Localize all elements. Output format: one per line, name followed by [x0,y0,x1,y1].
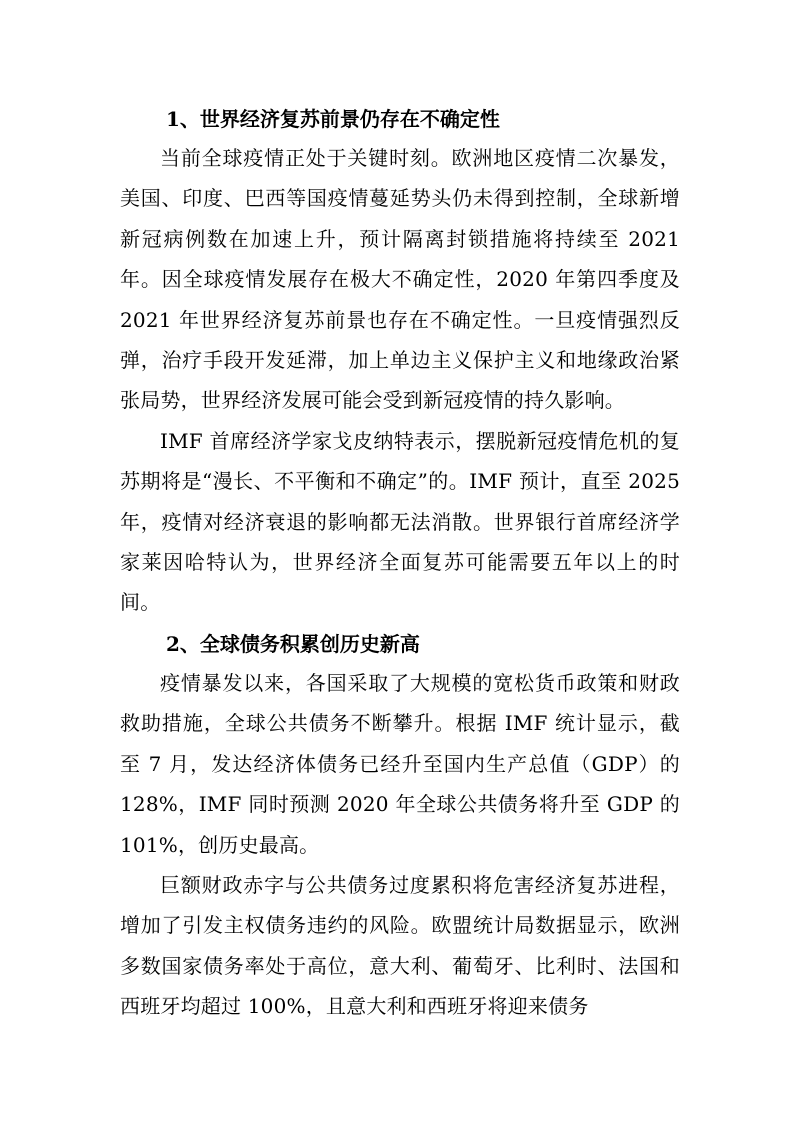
section-heading-2: 2、全球债务积累创历史新高 [166,631,420,656]
paragraph-3: 疫情暴发以来，各国采取了大规模的宽松货币政策和财政救助措施，全球公共债务不断攀升。根据 IMF 统计显示，截至 7 月，发达经济体债务已经升至国内生产总值（GDP）的 128%，IMF 同时预测 2020 年全球公共债务将升至 GDP 的 101%，创历史最高。 [120,670,680,857]
paragraph-4: 巨额财政赤字与公共债务过度累积将危害经济复苏进程，增加了引发主权债务违约的风险。欧盟统计局数据显示，欧洲多数国家债务率处于高位，意大利、葡萄牙、比利时、法国和西班牙均超过 100%，且意大利和西班牙将迎来债务 [120,872,680,1019]
paragraph-2: IMF 首席经济学家戈皮纳特表示，摆脱新冠疫情危机的复苏期将是“漫长、不平衡和不确定”的。IMF 预计，直至 2025 年，疫情对经济衰退的影响都无法消散。世界银行首席经济学家莱因哈特认为，世界经济全面复苏可能需要五年以上的时间。 [120,428,680,615]
section-heading-1: 1、世界经济复苏前景仍存在不确定性 [166,107,500,131]
document-page [120,100,680,1027]
paragraph-1: 当前全球疫情正处于关键时刻。欧洲地区疫情二次暴发，美国、印度、巴西等国疫情蔓延势头仍未得到控制，全球新增新冠病例数在加速上升，预计隔离封锁措施将持续至 2021 年。因全球疫情发展存在极大不确定性，2020 年第四季度及 2021 年世界经济复苏前景也存在不确定性。一旦疫情强烈反弹，治疗手段开发延滞，加上单边主义保护主义和地缘政治紧张局势，世界经济发展可能会受到新冠疫情的持久影响。 [120,146,680,413]
